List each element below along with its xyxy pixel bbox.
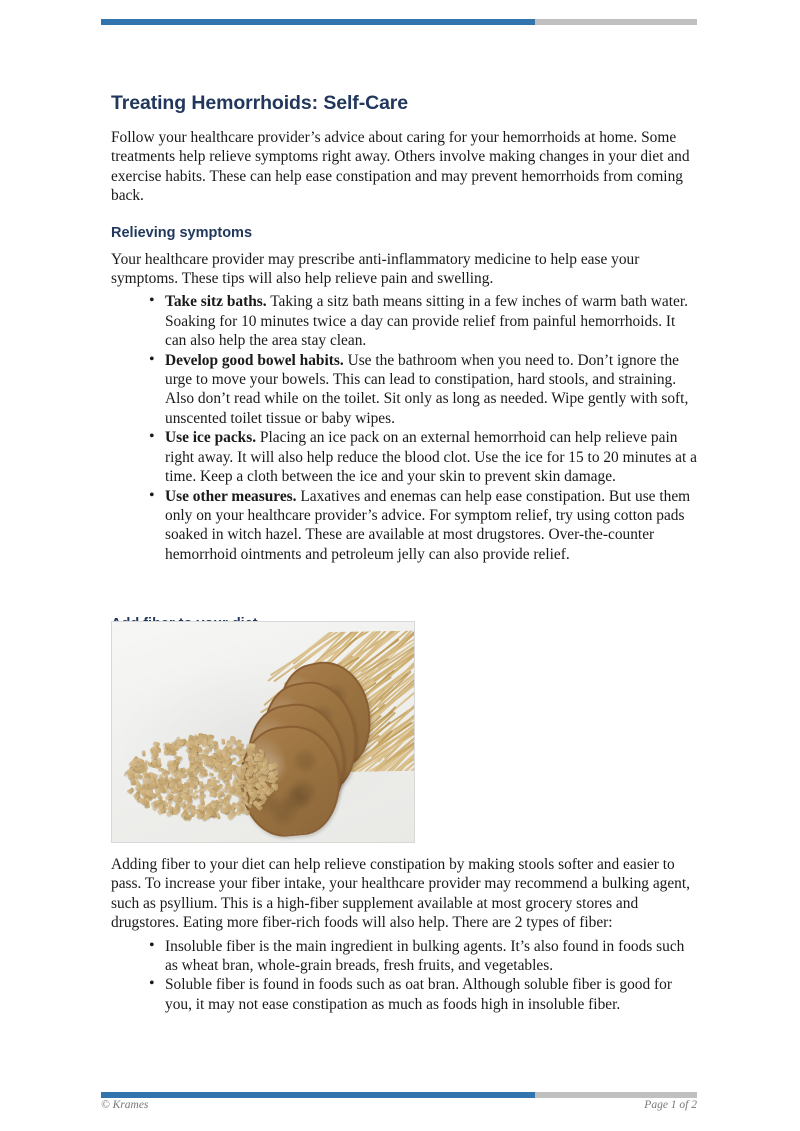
list-item-text: Placing an ice pack on an external hemorrhoid can help relieve pain right away. It will also help reduce the blood clot. Use the ice for 15 to 20 minutes at a time. Keep a cloth between the ice and your skin to prevent skin damage. — [165, 429, 697, 486]
list-item — [149, 975, 697, 1014]
footer-rule — [101, 1092, 697, 1098]
list-item — [149, 428, 697, 486]
document-content-lower — [111, 855, 697, 1014]
intro-paragraph: Follow your healthcare provider’s advice about caring for your hemorrhoids at home. Some treatments help relieve symptoms right away. Others involve making changes in your diet and exercise habits. These can help ease constipation and may prevent hemorrhoids from coming back. — [111, 129, 690, 205]
document-content — [111, 92, 697, 644]
fiber-body-paragraph: Adding fiber to your diet can help relieve constipation by making stools softer and easier to pass. To increase your fiber intake, your healthcare provider may recommend a bulking agent, such as psyllium. This is a high-fiber supplement available at most grocery stores and drugstores. Eating more fiber-rich foods will also help. There are 2 types of fiber: — [111, 856, 690, 932]
list-item — [149, 351, 697, 429]
header-rule-blue-segment — [101, 19, 535, 25]
footer-page-number: Page 1 of 2 — [644, 1099, 697, 1111]
footer — [101, 1099, 697, 1111]
page-title: Treating Hemorrhoids: Self-Care — [111, 92, 409, 114]
pasta-spirals-illustration — [118, 710, 278, 828]
list-item — [149, 937, 697, 976]
relieving-symptoms-intro: Your healthcare provider may prescribe anti-inflammatory medicine to help ease your symptoms. These tips will also help relieve pain and swelling. — [111, 250, 640, 288]
footer-rule-gray-segment — [535, 1092, 697, 1098]
list-item-text: Laxatives and enemas can help ease constipation. But use them only on your healthcare provider’s advice. For symptom relief, try using cotton pads soaked in witch hazel. These are available at most drugstores. Over-the-counter hemorrhoid ointments and petroleum jelly can also provide relief. — [165, 487, 691, 563]
header-rule-gray-segment — [535, 19, 697, 25]
list-item-lead: Use other measures. — [165, 487, 297, 505]
fiber-types-list — [111, 937, 697, 1015]
list-item-lead: Take sitz baths. — [165, 293, 267, 311]
list-spacer — [111, 564, 697, 582]
list-item-lead: Use ice packs. — [165, 429, 257, 447]
list-item — [149, 487, 697, 565]
list-item-text: Use the bathroom when you need to. Don’t ignore the urge to move your bowels. This can lead to constipation, hard stools, and straining. Also don’t read while on the toilet. Sit only as long as needed. Wipe gently with soft, unscented toilet tissue or baby wipes. — [165, 351, 689, 427]
list-item-lead: Develop good bowel habits. — [165, 351, 344, 369]
list-item-text: Insoluble fiber is the main ingredient in bulking agents. It’s also found in foods such as wheat bran, whole-grain breads, fresh fruits, and vegetables. — [165, 937, 685, 975]
list-item-text: Taking a sitz bath means sitting in a few inches of warm bath water. Soaking for 10 minutes twice a day can provide relief from painful hemorrhoids. It can also help the area stay clean. — [165, 293, 688, 350]
footer-rule-blue-segment — [101, 1092, 535, 1098]
section-heading-relieving-symptoms: Relieving symptoms — [111, 224, 253, 241]
list-item — [149, 292, 697, 350]
footer-copyright: © Krames — [101, 1099, 149, 1111]
list-item-text: Soluble fiber is found in foods such as oat bran. Although soluble fiber is good for you, it may not ease constipation as much as foods high in insoluble fiber. — [165, 976, 672, 1013]
photo-background — [112, 622, 414, 842]
fiber-foods-photo — [111, 621, 415, 843]
header-rule — [101, 19, 697, 25]
relieving-symptoms-list — [111, 292, 697, 564]
